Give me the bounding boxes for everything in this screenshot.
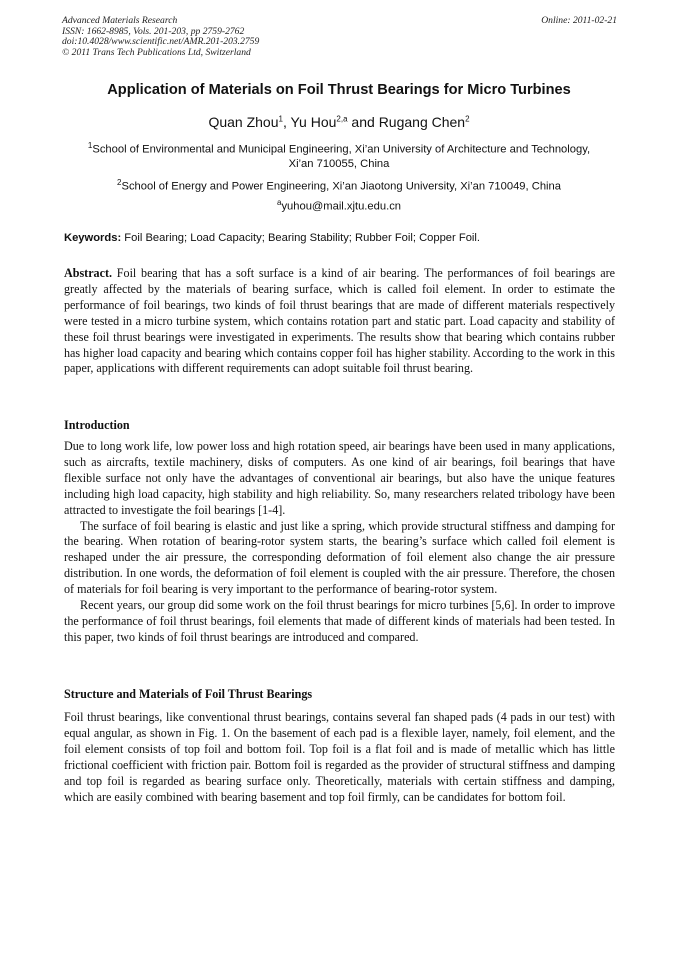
abstract <box>64 266 615 377</box>
author-separator: , <box>282 114 291 130</box>
affil-text: School of Environmental and Municipal Engineering, Xi’an University of Architecture and Technology, Xi’an 710055, China <box>92 143 591 171</box>
author-affil-mark: 2,a <box>336 114 348 124</box>
corresponding-email <box>75 196 603 214</box>
journal-header <box>62 16 617 58</box>
keywords <box>64 232 619 244</box>
paragraph: The surface of foil bearing is elastic and just like a spring, which provide structural stiffness and damping for the bearing. When rotation of bearing-rotor system starts, the bearing’s surface which called foil element is reshaped under the air pressure, the corresponding deformation of foil element also change the air pressure distribution. In one words, the deformation of foil element is coupled with the air pressure. Therefore, the chosen of materials for foil bearing is very important to the performance of bearing-rotor system. <box>64 518 615 597</box>
paper-title: Application of Materials on Foil Thrust Bearings for Micro Turbines <box>107 82 571 98</box>
affil-mark: 1 <box>87 141 93 150</box>
author-name: Rugang Chen <box>378 114 466 130</box>
issn-line: ISSN: 1662-8985, Vols. 201-203, pp 2759-2762 <box>62 25 245 37</box>
structure-body <box>64 710 615 805</box>
journal-name: Advanced Materials Research <box>62 15 178 26</box>
keywords-text: Foil Bearing; Load Capacity; Bearing Stability; Rubber Foil; Copper Foil. <box>121 232 481 244</box>
keywords-label: Keywords: <box>64 232 122 244</box>
email-link[interactable]: yuhou@mail.xjtu.edu.cn <box>281 200 402 213</box>
author-affil-mark: 2 <box>465 114 470 124</box>
abstract-label: Abstract. <box>64 266 113 280</box>
introduction-body <box>64 439 615 646</box>
affil-text: School of Energy and Power Engineering, Xi’an Jiaotong University, Xi’an 710049, China <box>121 180 561 193</box>
paragraph: Foil thrust bearings, like conventional thrust bearings, contains several fan shaped pads (4 pads in our test) with equal angular, as shown in Fig. 1. On the basement of each pad is a flexible layer, namely, foil element, and the foil element consists of top foil and bottom foil. Top foil is a flat foil and is made of metallic which has little frictional coefficient with friction pair. Bottom foil is regarded as the provider of structural stiffness and damping and top foil is regarded as bearing surface only. Theoretically, materials with certain stiffness and damping, which are easily combined with bearing basement and top foil firmly, can be candidates for bottom foil. <box>64 710 615 804</box>
copyright-line: © 2011 Trans Tech Publications Ltd, Switzerland <box>62 46 251 58</box>
affil-mark: 2 <box>117 178 122 187</box>
affiliation-2 <box>75 176 603 194</box>
author-affil-mark: 1 <box>278 114 283 124</box>
affiliation-1 <box>75 139 603 172</box>
author-separator: and <box>347 114 379 130</box>
author-name: Quan Zhou <box>208 114 279 130</box>
section-heading-introduction: Introduction <box>64 418 130 432</box>
section-heading-structure: Structure and Materials of Foil Thrust Bearings <box>64 687 313 701</box>
author-name: Yu Hou <box>290 114 337 130</box>
paragraph: Recent years, our group did some work on the foil thrust bearings for micro turbines [5,6]. In order to improve the performance of foil thrust bearings, foil elements that made of different kinds of materials had been tested. In this paper, two kinds of foil thrust bearings are introduced and compared. <box>64 598 615 644</box>
online-date: Online: 2011-02-21 <box>541 15 617 26</box>
author-list <box>40 114 638 130</box>
abstract-text: Foil bearing that has a soft surface is a kind of air bearing. The performances of foil bearings are greatly affected by the materials of bearing surface, which is called foil element. In order to estimate the performance of foil bearings, two kinds of foil thrust bearings that are made of different materials respectively were tested in a micro turbine system, which contains rotation part and static part. Load capacity and stability of these foil thrust bearings were investigated in experiments. The results show that bearing which contains rubber has higher load capacity and bearing which contains copper foil has higher stability. According to the work in this paper, applications with different requirements can adopt suitable foil thrust bearing. <box>64 266 615 376</box>
email-mark: a <box>276 198 282 207</box>
doi-line: doi:10.4028/www.scientific.net/AMR.201-203.2759 <box>62 36 260 48</box>
paragraph: Due to long work life, low power loss and high rotation speed, air bearings have been used in many applications, such as aircrafts, textile machinery, disks of computers. As one kind of air bearings, foil bearings that have flexible surface not only have the advantages of conventional air bearings, but also have the unique features including high load capacity, high stability and high reliability. So, many researchers related tribology have been attracted to investigate the foil bearings [1-4]. <box>64 439 615 517</box>
